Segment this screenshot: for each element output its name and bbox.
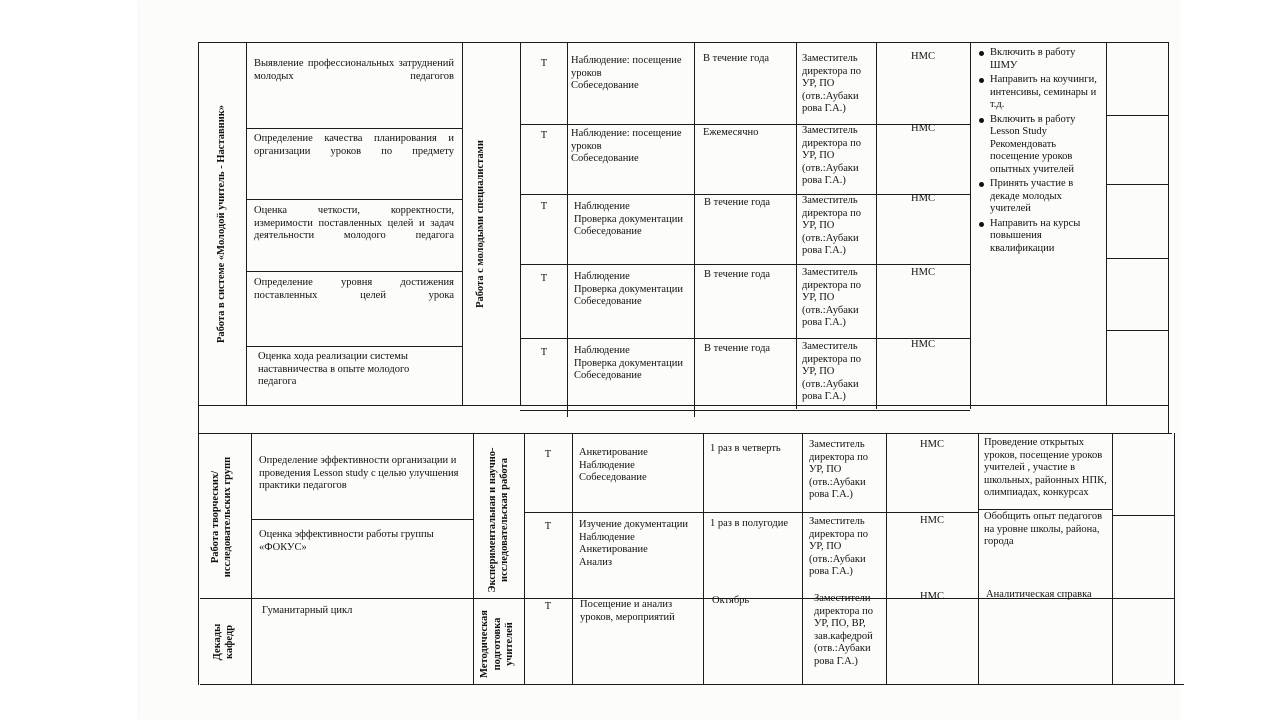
section3-row-1-period: Октябрь xyxy=(712,595,750,606)
table-row-3-period: В течение года xyxy=(704,197,771,208)
table-row-4-method: Наблюдение Проверка документации Собеседование xyxy=(574,271,683,307)
decision-item-1: Включить в работу ШМУ xyxy=(990,47,1102,72)
section2-row-1-period: 1 раз в четверть xyxy=(710,443,781,454)
table-row-5-place: НМС xyxy=(911,339,935,350)
table-row-2-type: Т xyxy=(540,130,548,141)
table-row-4-responsible: Заместитель директора по УР, ПО (отв.:Аубаки рова Г.А.) xyxy=(802,267,861,328)
decision-item-4: Принять участие в декаде молодых учителей xyxy=(990,178,1102,216)
section1-group-label: Работа в системе «Молодой учитель - Наставник» xyxy=(215,104,227,344)
table-row-3-type: Т xyxy=(540,201,548,212)
table-row-5-method: Наблюдение Проверка документации Собеседование xyxy=(574,345,683,381)
table-row-3-place: НМС xyxy=(911,193,935,204)
section3-group-label: Декады кафедр xyxy=(211,623,235,661)
section3-row-1-method: Посещение и анализ уроков, мероприятий xyxy=(580,599,675,623)
section3-row-1-type: Т xyxy=(544,601,552,612)
table-row-5-responsible: Заместитель директора по УР, ПО (отв.:Аубаки рова Г.А.) xyxy=(802,341,861,402)
section2-row-1-responsible: Заместитель директора по УР, ПО (отв.:Аубаки рова Г.А.) xyxy=(809,439,868,500)
table-row-2-period: Ежемесячно xyxy=(703,127,759,138)
table-row-2-responsible: Заместитель директора по УР, ПО (отв.:Аубаки рова Г.А.) xyxy=(802,125,861,186)
table-row-4-type: Т xyxy=(540,273,548,284)
section3-direction-label: Методическая подготовка учителей xyxy=(479,610,516,678)
table-row-5-type: Т xyxy=(540,347,548,358)
table-row-3-responsible: Заместитель директора по УР, ПО (отв.:Аубаки рова Г.А.) xyxy=(802,195,861,256)
section2-row-2-place: НМС xyxy=(920,515,944,526)
section2-row-1-type: Т xyxy=(544,449,552,460)
section2-row-2-topic: Оценка эффективности работы группы «ФОКУС» xyxy=(259,529,434,553)
table-row-4-place: НМС xyxy=(911,267,935,278)
table-row-2-method: Наблюдение: посещение уроков Собеседование xyxy=(571,128,682,164)
table-row-2-place: НМС xyxy=(911,123,935,134)
section2-row-2-period: 1 раз в полугодие xyxy=(710,518,788,529)
table-row-2-topic: Определение качества планирования и организации уроков по предмету xyxy=(254,133,454,157)
section2-row-1-place: НМС xyxy=(920,439,944,450)
decision-item-2: Направить на коучинги, интенсивы, семинары и т.д. xyxy=(990,74,1102,112)
decision-item-5: Направить на курсы повышения квалификации xyxy=(990,218,1102,256)
section3-row-1-responsible: Заместители директора по УР, ПО, ВР, зав.кафедрой (отв.:Аубаки рова Г.А.) xyxy=(814,593,873,667)
table-row-1-responsible: Заместитель директора по УР, ПО (отв.:Аубаки рова Г.А.) xyxy=(802,53,861,114)
table-row-4-period: В течение года xyxy=(704,269,771,280)
section1-decisions xyxy=(972,44,1106,264)
table-row-1-place: НМС xyxy=(911,51,935,62)
table-row-4-topic: Определение уровня достижения поставленных целей урока xyxy=(254,277,454,301)
section3-row-1-decision: Аналитическая справка xyxy=(986,589,1092,600)
section2-row-1-method: Анкетирование Наблюдение Собеседование xyxy=(579,447,648,483)
section2-row-2-responsible: Заместитель директора по УР, ПО (отв.:Аубаки рова Г.А.) xyxy=(809,516,868,577)
table-row-3-method: Наблюдение Проверка документации Собеседование xyxy=(574,201,683,237)
table-row-5-topic: Оценка хода реализации системы наставничества в опыте молодого педагога xyxy=(258,351,410,387)
section2-row-2-decision: Обобщить опыт педагогов на уровне школы, района, города xyxy=(984,511,1103,547)
section2-row-1-decision: Проведение открытых уроков, посещение уроков учителей , участие в школьных, районных НПК, олимпиадах, конкурсах xyxy=(984,437,1107,498)
section2-row-2-type: Т xyxy=(544,521,552,532)
section2-row-2-method: Изучение документации Наблюдение Анкетирование Анализ xyxy=(579,519,689,568)
section2-direction-label: Экспериментальная и научно-исследовательская работа xyxy=(486,447,510,593)
decision-item-3: Включить в работу Lesson Study Рекомендовать посещение уроков опытных учителей xyxy=(990,114,1102,177)
table-row-1-type: Т xyxy=(540,58,548,69)
table-row-3-topic: Оценка четкости, корректности, измеримости поставленных целей и задач деятельности молодого педагога xyxy=(254,205,454,241)
decisions-list xyxy=(976,47,1102,255)
table-row-1-period: В течение года xyxy=(703,53,770,64)
table-row-5-period: В течение года xyxy=(704,343,771,354)
table-row-1-method: Наблюдение: посещение уроков Собеседование xyxy=(571,55,682,91)
section1-direction-label: Работа с молодыми специалистами xyxy=(474,140,486,308)
table-row-1-topic: Выявление профессиональных затруднений молодых педагогов xyxy=(254,58,454,82)
section2-group-label: Работа творческих/ исследовательских групп xyxy=(209,456,233,578)
section3-row-1-place: НМС xyxy=(920,591,944,602)
section2-row-1-topic: Определение эффективности организации и проведения Lesson study с целью улучшения практики педагогов xyxy=(259,455,459,491)
section3-row-1-topic: Гуманитарный цикл xyxy=(262,605,353,616)
